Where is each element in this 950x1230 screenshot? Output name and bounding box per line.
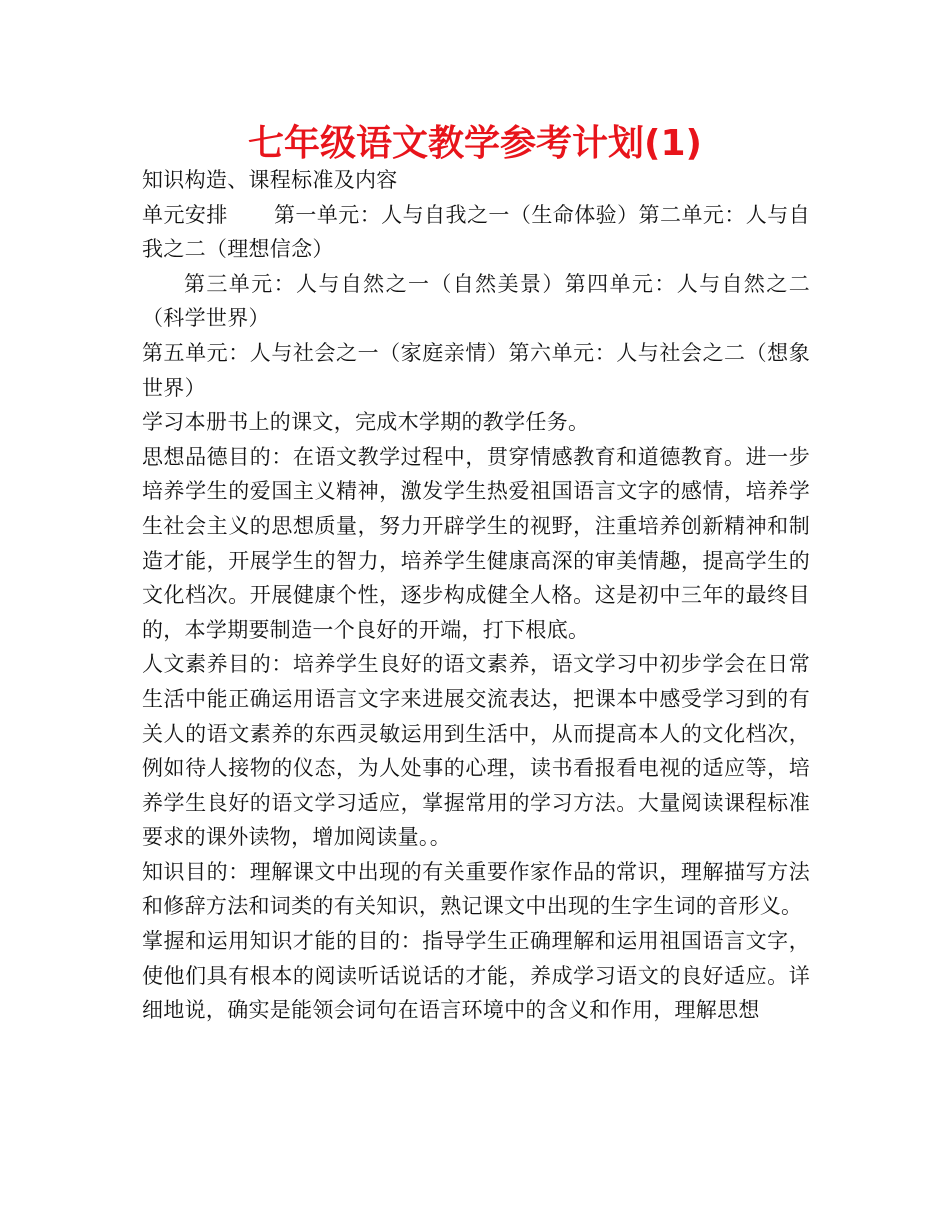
document-title: 七年级语文教学参考计划(1) <box>248 123 702 164</box>
paragraph-units-3-4: 第三单元：人与自然之一（自然美景）第四单元：人与自然之二（科学世界） <box>142 271 810 331</box>
paragraph-skill-goal: 掌握和运用知识才能的目的：指导学生正确理解和运用祖国语言文字，使他们具有根本的阅读听话说话的才能，养成学习语文的良好适应。详细地说，确实是能领会词句在语言环境中的含义和作用，理解思想 <box>142 929 810 1023</box>
paragraph-section-heading: 知识构造、课程标准及内容 <box>142 168 398 192</box>
paragraph-moral-goal: 思想品德目的：在语文教学过程中，贯穿情感教育和道德教育。进一步培养学生的爱国主义精神，激发学生热爱祖国语言文字的感情，培养学生社会主义的思想质量，努力开辟学生的视野，注重培养创新精神和制造才能，开展学生的智力，培养学生健康高深的审美情趣，提高学生的文化档次。开展健康个性，逐步构成健全人格。这是初中三年的最终目的，本学期要制造一个良好的开端，打下根底。 <box>142 444 810 642</box>
document-body <box>142 163 810 1028</box>
unit-arrangement-text: 第一单元：人与自我之一（生命体验）第二单元：人与自我之二（理想信念） <box>142 202 810 262</box>
paragraph-units-5-6: 第五单元：人与社会之一（家庭亲情）第六单元：人与社会之二（想象世界） <box>142 340 810 400</box>
unit-arrangement-label: 单元安排 <box>142 202 228 227</box>
paragraph-task: 学习本册书上的课文，完成木学期的教学任务。 <box>142 410 590 435</box>
paragraph-unit-arrangement <box>142 198 810 267</box>
paragraph-literacy-goal: 人文素养目的：培养学生良好的语文素养，语文学习中初步学会在日常生活中能正确运用语言文字来进展交流表达，把课本中感受学习到的有关人的语文素养的东西灵敏运用到生活中，从而提高本人的文化档次，例如待人接物的仪态，为人处事的心理，读书看报看电视的适应等，培养学生良好的语文学习适应，掌握常用的学习方法。大量阅读课程标准要求的课外读物，增加阅读量。。 <box>142 652 810 850</box>
paragraph-knowledge-goal: 知识目的：理解课文中出现的有关重要作家作品的常识，理解描写方法和修辞方法和词类的有关知识，熟记课文中出现的生字生词的音形义。 <box>142 859 810 919</box>
